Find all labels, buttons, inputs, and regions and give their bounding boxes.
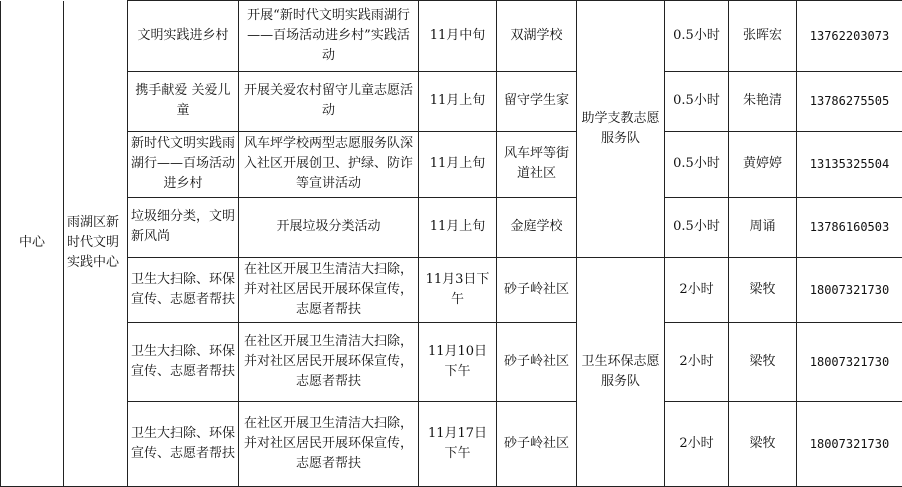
activity-place: 双湖学校 [497,1,577,72]
table-row [1,132,902,198]
table-row [1,71,902,131]
activity-contact: 梁牧 [729,258,797,323]
activity-content: 开展“新时代文明实践雨湖行——百场活动进乡村”实践活动 [239,1,419,72]
activity-name: 新时代文明实践雨湖行——百场活动进乡村 [128,132,239,198]
activity-time: 11月3日下午 [419,258,497,323]
activity-contact: 张晖宏 [729,1,797,72]
table-row [1,402,902,487]
activity-contact: 周诵 [729,197,797,257]
activity-content: 在社区开展卫生清洁大扫除，并对社区居民开展环保宣传，志愿者帮扶 [239,258,419,323]
activity-content: 在社区开展卫生清洁大扫除，并对社区居民开展环保宣传，志愿者帮扶 [239,322,419,402]
activity-duration: 0.5小时 [665,197,729,257]
org-top-cell: 中心 [1,1,64,487]
activity-name: 卫生大扫除、环保宣传、志愿者帮扶 [128,402,239,487]
activity-time: 11月17日下午 [419,402,497,487]
activity-duration: 0.5小时 [665,132,729,198]
activity-content: 风车坪学校两型志愿服务队深入社区开展创卫、护绿、防诈等宣讲活动 [239,132,419,198]
activity-place: 金庭学校 [497,197,577,257]
activity-name: 文明实践进乡村 [128,1,239,72]
activity-name: 卫生大扫除、环保宣传、志愿者帮扶 [128,258,239,323]
activity-duration: 2小时 [665,402,729,487]
activity-phone: 18007321730 [797,402,902,487]
activity-place: 风车坪等街道社区 [497,132,577,198]
table-row [1,1,902,72]
activity-place: 砂子岭社区 [497,402,577,487]
activity-phone: 18007321730 [797,258,902,323]
table-row [1,322,902,402]
activity-content: 开展关爱农村留守儿童志愿活动 [239,71,419,131]
activity-duration: 0.5小时 [665,71,729,131]
activity-phone: 13762203073 [797,1,902,72]
activity-time: 11月中旬 [419,1,497,72]
team-cell: 卫生环保志愿服务队 [577,258,665,487]
table-row [1,258,902,323]
activity-place: 砂子岭社区 [497,258,577,323]
team-cell: 助学支教志愿服务队 [577,1,665,258]
activity-time: 11月上旬 [419,197,497,257]
activity-place: 留守学生家 [497,71,577,131]
activity-name: 携手献爱 关爱儿童 [128,71,239,131]
activity-time: 11月上旬 [419,132,497,198]
activity-content: 在社区开展卫生清洁大扫除，并对社区居民开展环保宣传，志愿者帮扶 [239,402,419,487]
activity-phone: 13135325504 [797,132,902,198]
activity-contact: 梁牧 [729,322,797,402]
activity-time: 11月上旬 [419,71,497,131]
activity-contact: 黄婷婷 [729,132,797,198]
activity-contact: 梁牧 [729,402,797,487]
activity-phone: 13786160503 [797,197,902,257]
org-sub-cell: 雨湖区新时代文明实践中心 [64,1,128,487]
activity-time: 11月10日下午 [419,322,497,402]
activity-duration: 2小时 [665,322,729,402]
activity-name: 垃圾细分类，文明新风尚 [128,197,239,257]
activity-phone: 18007321730 [797,322,902,402]
activity-place: 砂子岭社区 [497,322,577,402]
activity-name: 卫生大扫除、环保宣传、志愿者帮扶 [128,322,239,402]
activity-content: 开展垃圾分类活动 [239,197,419,257]
activity-duration: 0.5小时 [665,1,729,72]
activity-phone: 13786275505 [797,71,902,131]
table-row [1,197,902,257]
activity-duration: 2小时 [665,258,729,323]
activity-contact: 朱艳清 [729,71,797,131]
